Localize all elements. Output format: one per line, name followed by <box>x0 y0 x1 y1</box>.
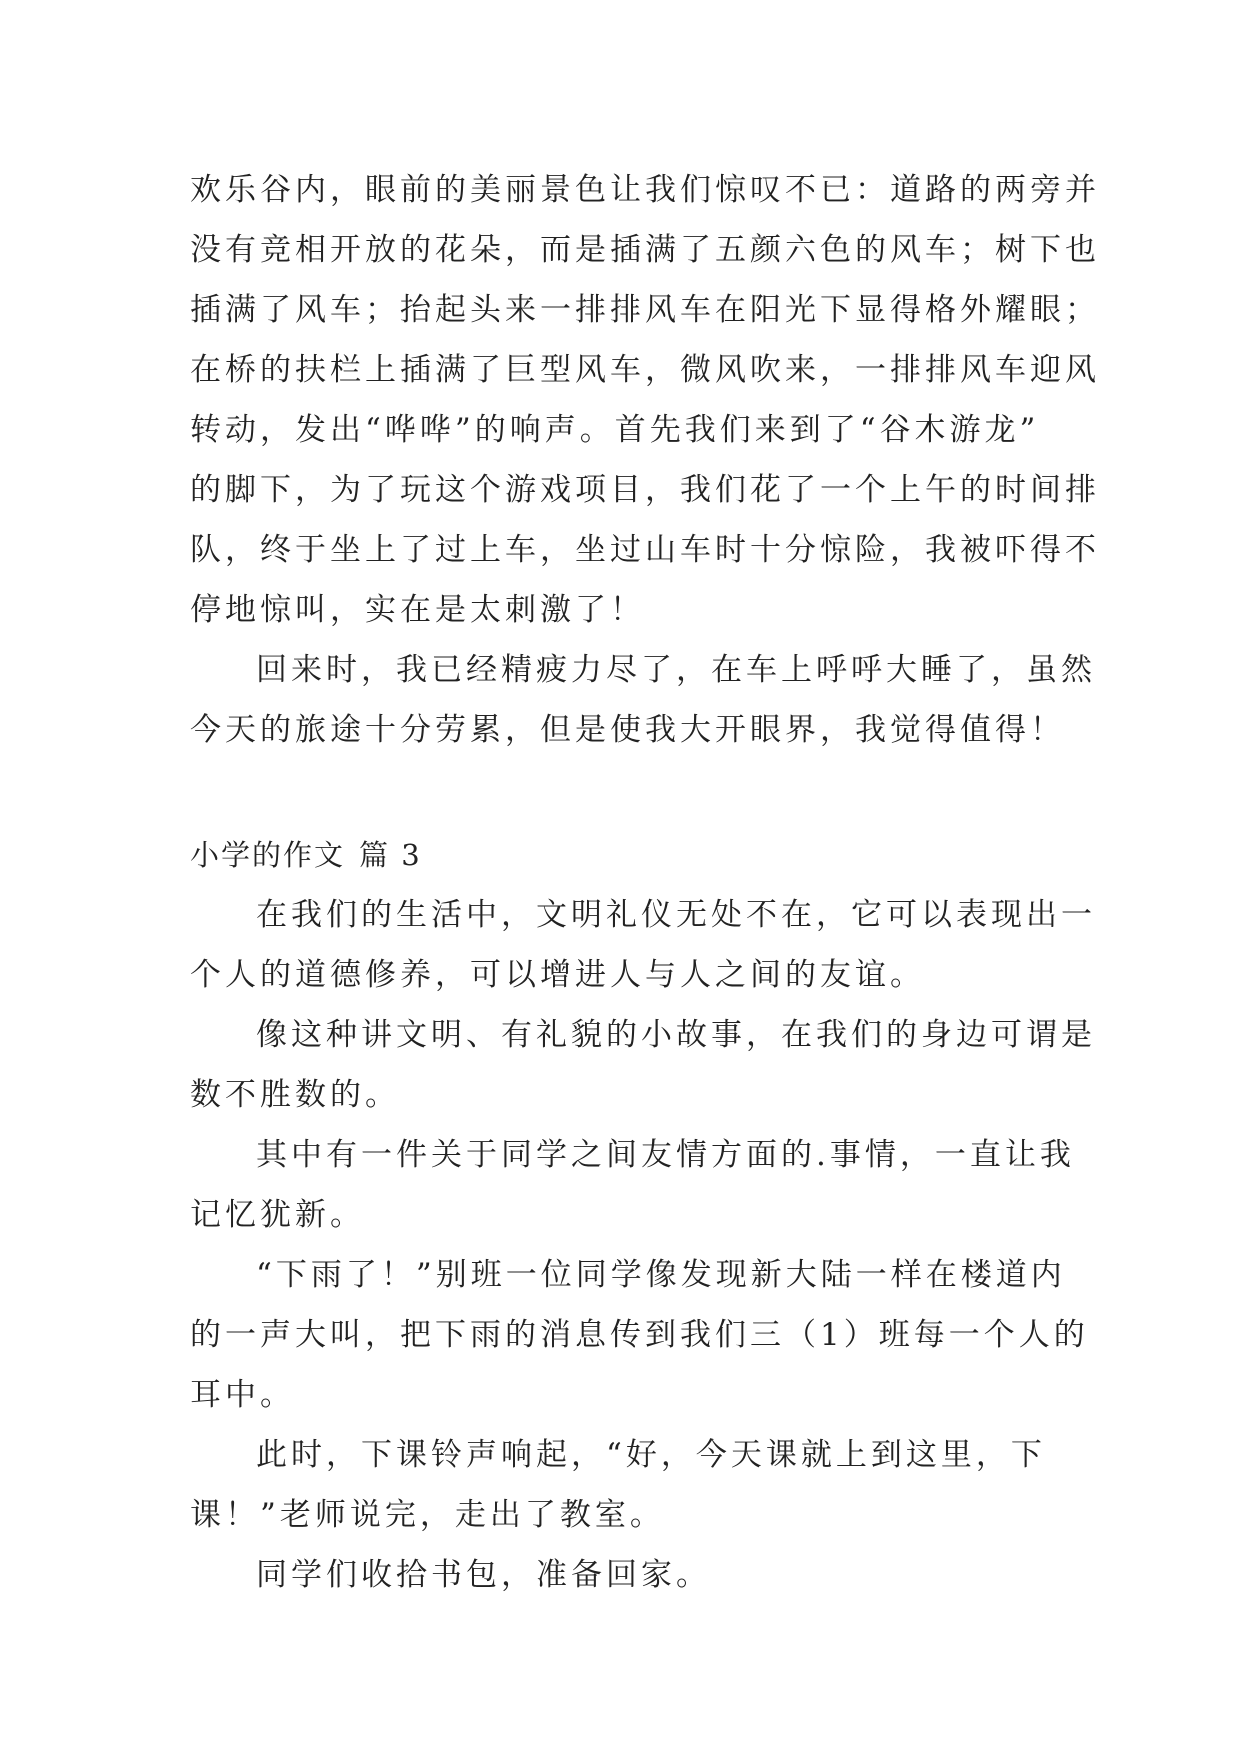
text-line: 回来时，我已经精疲力尽了，在车上呼呼大睡了，虽然 <box>256 652 1096 688</box>
text-line: 队，终于坐上了过上车，坐过山车时十分惊险，我被吓得不 <box>190 532 1100 568</box>
text-line: 没有竞相开放的花朵，而是插满了五颜六色的风车；树下也 <box>190 232 1100 268</box>
text-line: 停地惊叫，实在是太刺激了！ <box>190 592 645 628</box>
text-line: 此时，下课铃声响起，“好，今天课就上到这里，下 <box>256 1437 1046 1473</box>
text-line: 数不胜数的。 <box>190 1077 400 1113</box>
section-title: 小学的作文 <box>190 838 346 872</box>
paragraph <box>190 885 1096 1005</box>
text-line: 的一声大叫，把下雨的消息传到我们三（1）班每一个人的 <box>190 1317 1089 1353</box>
text-line: “下雨了！”别班一位同学像发现新大陆一样在楼道内 <box>256 1257 1066 1293</box>
paragraph <box>190 1245 1089 1425</box>
paragraph <box>190 640 1096 760</box>
text-line: 其中有一件关于同学之间友情方面的.事情，一直让我 <box>256 1137 1075 1173</box>
text-line: 的脚下，为了玩这个游戏项目，我们花了一个上午的时间排 <box>190 472 1100 508</box>
text-line: 今天的旅途十分劳累，但是使我大开眼界，我觉得值得！ <box>190 712 1065 748</box>
text-line: 欢乐谷内，眼前的美丽景色让我们惊叹不已：道路的两旁并 <box>190 172 1100 208</box>
text-line: 转动，发出“哗哗”的响声。首先我们来到了“谷木游龙” <box>190 412 1040 448</box>
text-line: 在我们的生活中，文明礼仪无处不在，它可以表现出一 <box>256 897 1096 933</box>
text-line: 记忆犹新。 <box>190 1197 365 1233</box>
text-line: 在桥的扶栏上插满了巨型风车，微风吹来，一排排风车迎风 <box>190 352 1100 388</box>
text-line: 耳中。 <box>190 1377 295 1413</box>
document-page <box>190 160 1100 1605</box>
text-line: 同学们收拾书包，准备回家。 <box>256 1557 711 1593</box>
section-heading <box>190 825 1050 885</box>
text-line: 插满了风车；抬起头来一排排风车在阳光下显得格外耀眼； <box>190 292 1100 328</box>
paragraph <box>190 160 1100 640</box>
paragraph <box>190 1125 1075 1245</box>
paragraph <box>190 1545 1050 1605</box>
section-part: 篇 3 <box>359 838 422 872</box>
paragraph <box>190 1005 1096 1125</box>
text-line: 个人的道德修养，可以增进人与人之间的友谊。 <box>190 957 925 993</box>
text-line: 像这种讲文明、有礼貌的小故事，在我们的身边可谓是 <box>256 1017 1096 1053</box>
paragraph <box>190 1425 1050 1545</box>
text-line: 课！”老师说完，走出了教室。 <box>190 1497 665 1533</box>
